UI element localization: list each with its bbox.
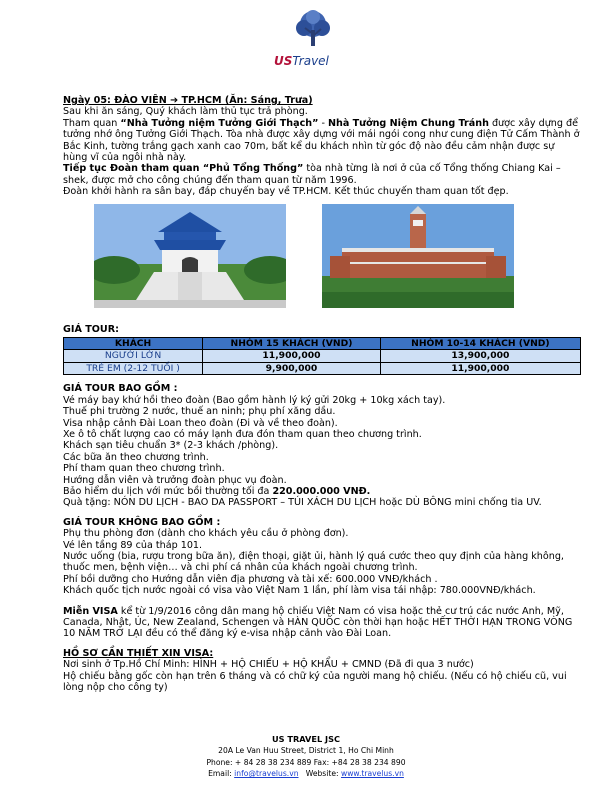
price-title: GIÁ TOUR:	[63, 323, 119, 335]
logo-travel: Travel	[292, 54, 329, 68]
website-link[interactable]: www.travelus.vn	[341, 768, 404, 778]
price-table	[63, 337, 581, 375]
list-item: Phụ thu phòng đơn (dành cho khách yêu cầu ở phòng đơn).	[63, 528, 349, 540]
insurance-text: Bảo hiểm du lịch với mức bồi thường tối đa	[63, 485, 273, 497]
day-line-4: Đoàn khởi hành ra sân bay, đáp chuyến bay về TP.HCM. Kết thúc chuyến tham quan tốt đẹp.	[63, 186, 509, 198]
header-cell-group-10-14: NHÓM 10-14 KHÁCH (VND)	[380, 338, 580, 350]
list-item: Khách sạn tiêu chuẩn 3* (2-3 khách /phòng).	[63, 440, 279, 452]
memorial-hall-photo	[94, 204, 286, 308]
list-item: Visa nhập cảnh Đài Loan theo đoàn (Đi và về theo đoàn).	[63, 417, 338, 429]
header-cell-group-15: NHÓM 15 KHÁCH (VND)	[203, 338, 381, 350]
company-logo	[270, 8, 356, 74]
gift-line: Quà tặng: NÓN DU LỊCH - BAO DA PASSPORT – TÚI XÁCH DU LỊCH hoặc DÙ BÔNG mini chống tia UV.	[63, 497, 542, 509]
website-label: Website:	[298, 768, 342, 778]
insurance-line	[63, 486, 581, 497]
price-adult-10-14: 13,900,000	[380, 350, 580, 362]
footer-address: 20A Le Van Huu Street, District 1, Ho Chi Minh	[218, 746, 394, 756]
email-label: Email:	[208, 768, 235, 778]
included-title: GIÁ TOUR BAO GỒM :	[63, 383, 178, 395]
table-row	[64, 362, 581, 374]
list-item: Khách quốc tịch nước ngoài có visa vào Việt Nam 1 lần, phí làm visa tái nhập: 780.000VNĐ/khách.	[63, 585, 536, 597]
visa-free-text: kể từ 1/9/2016 công dân mang hộ chiếu Việt Nam có visa hoặc thẻ cư trú các nước Anh, Mỹ, Canada, Nhật, Úc, New Zealand, Schengen và HÀN QUỐC còn thời hạn hoặc HẾT THỜI HẠN TRONG VÒNG 10 NĂM TRỞ LẠI đều có thể đăng ký e-visa nhập cảnh vào Đài Loan.	[63, 605, 573, 640]
price-table-header	[64, 338, 581, 350]
documents-line-1: Nơi sinh ở Tp.Hồ Chí Minh: HÌNH + HỘ CHIẾU + HỘ KHẨU + CMND (Đã đi qua 3 nước)	[63, 659, 474, 671]
footer	[0, 734, 612, 779]
list-item: Nước uống (bia, rượu trong bữa ăn), điện thoại, giặt ủi, hành lý quá cước theo quy định của hàng không, thuốc men, bệnh viện… và chi phí cá nhân của khách ngoài chương trình.	[63, 550, 564, 574]
p2-bold-1: “Nhà Tưởng niệm Tưởng Giới Thạch”	[120, 117, 319, 129]
footer-company: US TRAVEL JSC	[271, 734, 340, 744]
list-item: Vé máy bay khứ hồi theo đoàn (Bao gồm hành lý ký gửi 20kg + 10kg xách tay).	[63, 394, 446, 406]
logo-us: US	[274, 54, 293, 68]
logo-wordmark	[274, 54, 329, 68]
table-row	[64, 350, 581, 362]
tree-icon	[290, 8, 336, 54]
list-item: Phí tham quan theo chương trình.	[63, 463, 225, 475]
list-item: Thuế phi trường 2 nước, thuế an ninh; phụ phí xăng dầu.	[63, 406, 336, 418]
price-adult-15: 11,900,000	[203, 350, 381, 362]
documents-title: HỒ SƠ CẦN THIẾT XIN VISA:	[63, 647, 214, 659]
presidential-office-photo	[322, 204, 514, 308]
visa-free-paragraph	[63, 606, 581, 640]
list-item: Phí bồi dưỡng cho Hướng dẫn viên địa phương và tài xế: 600.000 VNĐ/khách .	[63, 573, 438, 585]
list-item: Vé lên tầng 89 của tháp 101.	[63, 539, 203, 551]
email-link[interactable]: info@travelus.vn	[234, 768, 299, 778]
day-paragraph-3	[63, 163, 581, 186]
p3-post: tòa nhà từng là nơi ở của cố Tổng thống Chiang Kai – shek, được mở cho công chúng đến tham quan từ năm 1996.	[63, 163, 561, 186]
list-item: Hướng dẫn viên và trưởng đoàn phục vụ đoàn.	[63, 474, 287, 486]
p2-bold-2: Nhà Tưởng Niệm Chung Tránh	[327, 117, 489, 129]
documents-line-2: Hộ chiếu bằng gốc còn hạn trên 6 tháng và có chữ ký của người mang hộ chiếu. (Nếu có hộ chiếu cũ, vui lòng nộp cho công ty)	[63, 670, 567, 694]
row-label-child: TRẺ EM (2-12 TUỔI )	[64, 362, 203, 374]
excluded-title: GIÁ TOUR KHÔNG BAO GỒM :	[63, 516, 221, 528]
list-item: Xe ô tô chất lượng cao có máy lạnh đưa đón tham quan theo chương trình.	[63, 428, 422, 440]
price-child-10-14: 11,900,000	[380, 362, 580, 374]
row-label-adult: NGƯỜI LỚN	[64, 350, 203, 362]
document-body	[63, 95, 581, 693]
header-cell-guest: KHÁCH	[64, 338, 203, 350]
day-paragraph-2	[63, 118, 581, 164]
p2-pre: Tham quan	[63, 117, 121, 129]
footer-contact	[0, 768, 612, 779]
p3-bold: Tiếp tục Đoàn tham quan “Phủ Tổng Thống”	[63, 163, 304, 175]
p2-mid: -	[318, 117, 328, 129]
price-child-15: 9,900,000	[203, 362, 381, 374]
day-line-1: Sau khi ăn sáng, Quý khách làm thủ tục trả phòng.	[63, 106, 308, 118]
day-heading: Ngày 05: ĐÀO VIÊN ➔ TP.HCM (Ăn: Sáng, Trưa)	[63, 95, 313, 106]
photo-row	[63, 204, 581, 324]
insurance-amount: 220.000.000 VNĐ.	[272, 485, 371, 497]
list-item: Các bữa ăn theo chương trình.	[63, 451, 209, 463]
visa-free-bold: Miễn VISA	[63, 605, 118, 617]
p2-post: được xây dựng để tưởng nhớ ông Tưởng Giới Thạch. Tòa nhà được xây dựng với mái ngói cong như cung điện Tử Cấm Thành ở Bắc Kinh, tường trắng gạch xanh cao 70m, bất kể du khách nhìn từ góc độ nào đều cảm nhận được sự hùng vĩ của ngôi nhà này.	[63, 117, 580, 164]
footer-phone: Phone: + 84 28 38 234 889 Fax: +84 28 38 234 890	[206, 757, 406, 767]
